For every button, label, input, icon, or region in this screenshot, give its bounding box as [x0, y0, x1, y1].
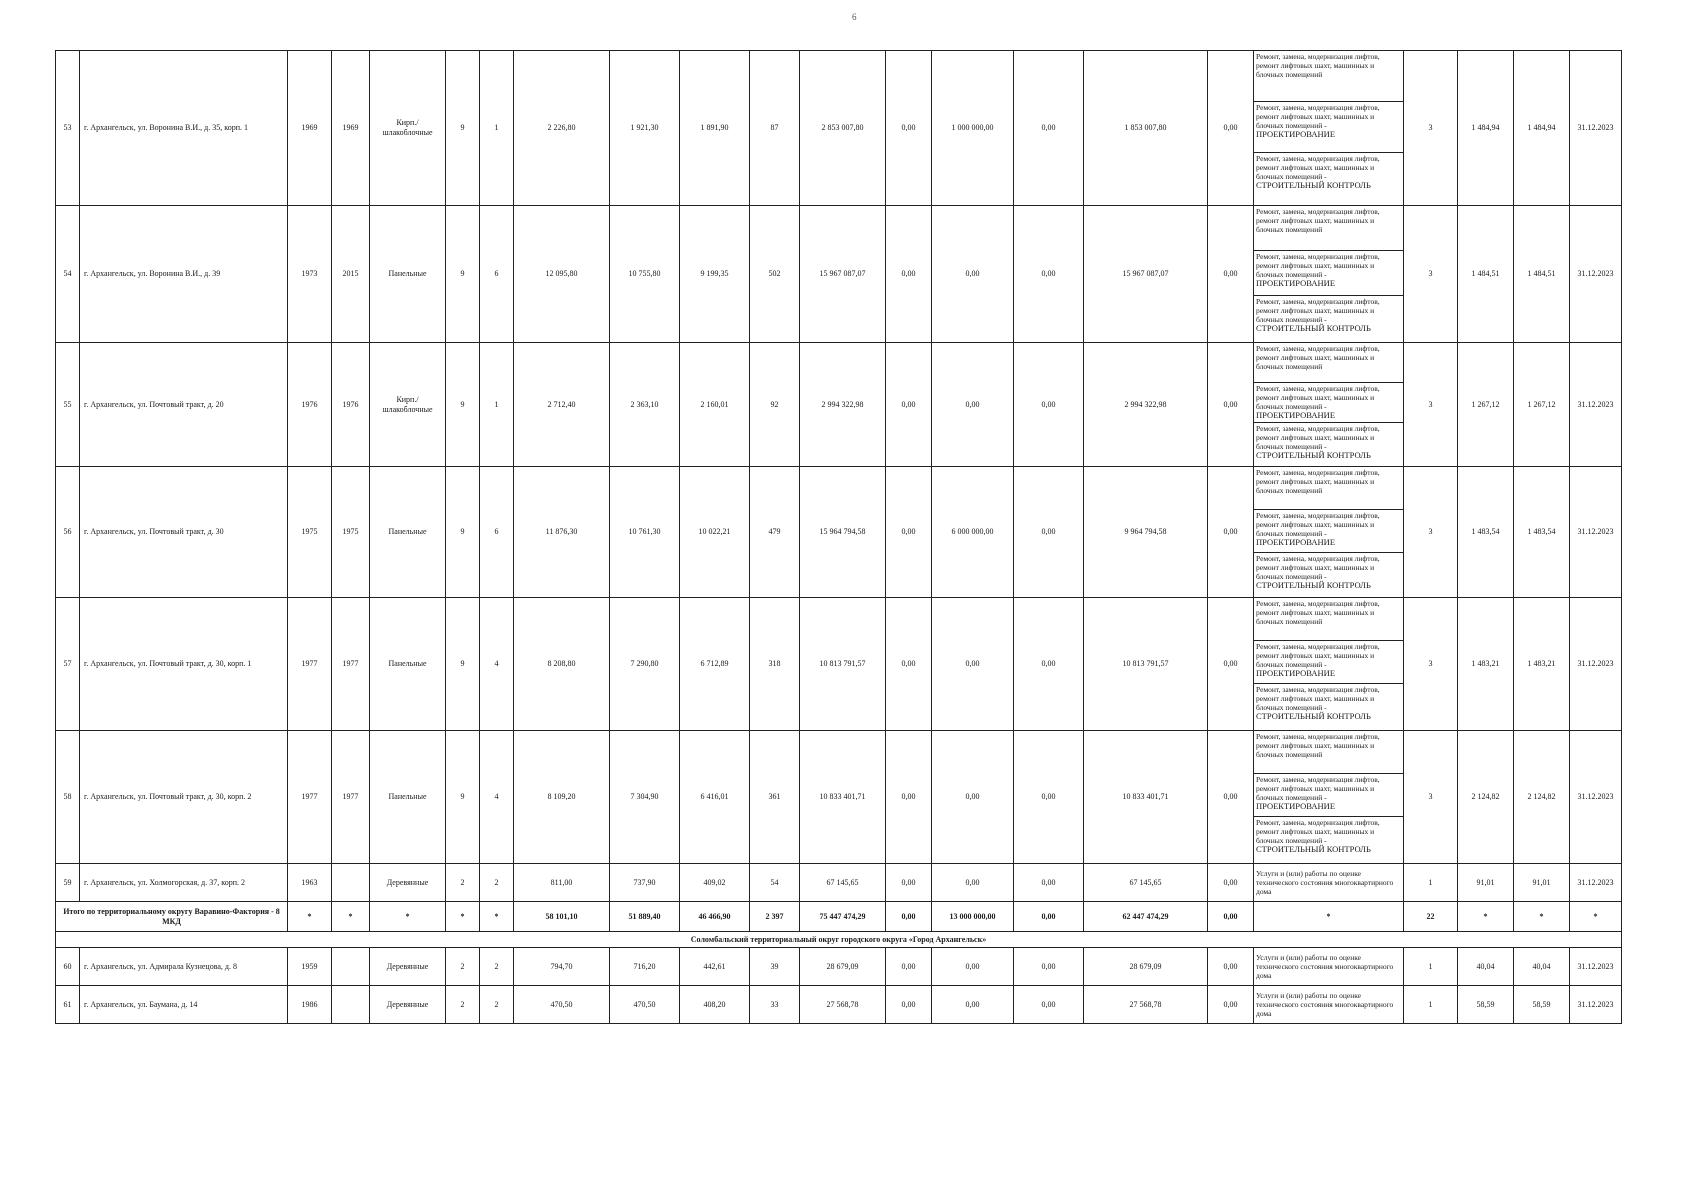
floors-cell: 9 — [446, 731, 480, 864]
capital-repair-register-table — [55, 50, 1622, 1024]
total-deadline-star: * — [1570, 902, 1622, 932]
work-type-text: Ремонт, замена, модернизация лифтов, ремонт лифтовых шахт, машинных и блочных помещений - — [1256, 424, 1380, 451]
work-type-item — [1254, 51, 1403, 102]
area-residential-cell: 408,20 — [680, 986, 750, 1024]
wall-material-cell: Деревянные — [370, 948, 446, 986]
total-fund-other-cell: 0,00 — [1208, 902, 1254, 932]
table-row — [56, 343, 1622, 467]
year-renovation-cell: 2015 — [332, 206, 370, 343]
fund-region-cell: 0,00 — [932, 731, 1014, 864]
work-type-item — [1254, 774, 1403, 817]
work-type-tag: ПРОЕКТИРОВАНИЕ — [1256, 537, 1336, 547]
fund-local-cell: 0,00 — [1014, 864, 1084, 902]
floors-cell: 2 — [446, 986, 480, 1024]
deadline-cell: 31.12.2023 — [1570, 948, 1622, 986]
floors-cell: 2 — [446, 864, 480, 902]
fund-region-cell: 0,00 — [932, 948, 1014, 986]
area-living-cell: 470,50 — [610, 986, 680, 1024]
area-total-cell: 8 208,80 — [514, 598, 610, 731]
quantity-cell: 1 — [1404, 864, 1458, 902]
fund-local-cell: 0,00 — [1014, 467, 1084, 598]
floors-cell: 9 — [446, 206, 480, 343]
fund-federal-cell: 0,00 — [886, 598, 932, 731]
residents-cell: 318 — [750, 598, 800, 731]
total-floors-star: * — [446, 902, 480, 932]
unit-cost-cell: 58,59 — [1458, 986, 1514, 1024]
entrances-cell: 1 — [480, 51, 514, 206]
year-built-cell: 1959 — [288, 948, 332, 986]
work-type-tag: СТРОИТЕЛЬНЫЙ КОНТРОЛЬ — [1256, 580, 1371, 590]
area-total-cell: 11 876,30 — [514, 467, 610, 598]
fund-local-cell: 0,00 — [1014, 948, 1084, 986]
year-renovation-cell — [332, 948, 370, 986]
table-row — [56, 51, 1622, 206]
fund-owners-cell: 27 568,78 — [1084, 986, 1208, 1024]
total-area-res-cell: 46 466,90 — [680, 902, 750, 932]
work-type-text: Ремонт, замена, модернизация лифтов, ремонт лифтовых шахт, машинных и блочных помещений - — [1256, 252, 1380, 279]
fund-owners-cell: 10 813 791,57 — [1084, 598, 1208, 731]
fund-owners-cell: 9 964 794,58 — [1084, 467, 1208, 598]
work-types-cell — [1254, 343, 1404, 467]
quantity-cell: 1 — [1404, 986, 1458, 1024]
year-built-cell: 1963 — [288, 864, 332, 902]
area-total-cell: 2 712,40 — [514, 343, 610, 467]
row-number: 56 — [56, 467, 80, 598]
year-built-cell: 1973 — [288, 206, 332, 343]
work-type-text: Ремонт, замена, модернизация лифтов, ремонт лифтовых шахт, машинных и блочных помещений - — [1256, 511, 1380, 538]
work-type-text: Ремонт, замена, модернизация лифтов, ремонт лифтовых шахт, машинных и блочных помещений - — [1256, 103, 1380, 130]
cost-total-cell: 15 967 087,07 — [800, 206, 886, 343]
area-total-cell: 12 095,80 — [514, 206, 610, 343]
quantity-cell: 3 — [1404, 51, 1458, 206]
fund-owners-cell: 10 833 401,71 — [1084, 731, 1208, 864]
fund-federal-cell: 0,00 — [886, 986, 932, 1024]
work-type-text: Ремонт, замена, модернизация лифтов, ремонт лифтовых шахт, машинных и блочных помещений - — [1256, 775, 1380, 802]
work-types-cell — [1254, 51, 1404, 206]
fund-other-cell: 0,00 — [1208, 598, 1254, 731]
unit-cost-cell: 40,04 — [1458, 948, 1514, 986]
area-residential-cell: 9 199,35 — [680, 206, 750, 343]
fund-region-cell: 0,00 — [932, 598, 1014, 731]
wall-material-cell: Кирп./ шлакоблочные — [370, 51, 446, 206]
address-cell: г. Архангельск, ул. Адмирала Кузнецова, д. 8 — [80, 948, 288, 986]
fund-local-cell: 0,00 — [1014, 51, 1084, 206]
work-type-text: Ремонт, замена, модернизация лифтов, ремонт лифтовых шахт, машинных и блочных помещений — [1256, 207, 1380, 234]
wall-material-cell: Панельные — [370, 731, 446, 864]
year-renovation-cell — [332, 864, 370, 902]
unit-cost-cell: 91,01 — [1458, 864, 1514, 902]
work-type-text: Ремонт, замена, модернизация лифтов, ремонт лифтовых шахт, машинных и блочных помещений - — [1256, 384, 1380, 411]
unit-cost-cell: 1 483,21 — [1458, 598, 1514, 731]
table-body — [56, 51, 1622, 1024]
max-cost-cell: 1 483,21 — [1514, 598, 1570, 731]
year-renovation-cell: 1975 — [332, 467, 370, 598]
quantity-cell: 3 — [1404, 598, 1458, 731]
fund-other-cell: 0,00 — [1208, 51, 1254, 206]
work-type-item — [1254, 206, 1403, 251]
cost-total-cell: 2 853 007,80 — [800, 51, 886, 206]
year-built-cell: 1977 — [288, 731, 332, 864]
unit-cost-cell: 1 267,12 — [1458, 343, 1514, 467]
total-year-built-star: * — [288, 902, 332, 932]
year-built-cell: 1977 — [288, 598, 332, 731]
max-cost-cell: 58,59 — [1514, 986, 1570, 1024]
work-type-text: Ремонт, замена, модернизация лифтов, ремонт лифтовых шахт, машинных и блочных помещений — [1256, 468, 1380, 495]
fund-local-cell: 0,00 — [1014, 206, 1084, 343]
entrances-cell: 4 — [480, 731, 514, 864]
entrances-cell: 1 — [480, 343, 514, 467]
work-type-tag: СТРОИТЕЛЬНЫЙ КОНТРОЛЬ — [1256, 844, 1371, 854]
year-renovation-cell: 1969 — [332, 51, 370, 206]
area-living-cell: 1 921,30 — [610, 51, 680, 206]
work-type-cell: Услуги и (или) работы по оценке технического состояния многоквартирного дома — [1254, 864, 1404, 902]
deadline-cell: 31.12.2023 — [1570, 598, 1622, 731]
total-unit-cost-star: * — [1458, 902, 1514, 932]
total-quantity-cell: 22 — [1404, 902, 1458, 932]
deadline-cell: 31.12.2023 — [1570, 986, 1622, 1024]
address-cell: г. Архангельск, ул. Почтовый тракт, д. 30 — [80, 467, 288, 598]
area-total-cell: 2 226,80 — [514, 51, 610, 206]
fund-other-cell: 0,00 — [1208, 948, 1254, 986]
year-renovation-cell: 1977 — [332, 731, 370, 864]
year-renovation-cell: 1976 — [332, 343, 370, 467]
table-row — [56, 864, 1622, 902]
table-row — [56, 948, 1622, 986]
total-fund-local-cell: 0,00 — [1014, 902, 1084, 932]
total-work-star: * — [1254, 902, 1404, 932]
work-type-item — [1254, 251, 1403, 296]
area-total-cell: 8 109,20 — [514, 731, 610, 864]
year-built-cell: 1986 — [288, 986, 332, 1024]
work-type-item — [1254, 423, 1403, 463]
fund-other-cell: 0,00 — [1208, 343, 1254, 467]
fund-other-cell: 0,00 — [1208, 731, 1254, 864]
work-type-item — [1254, 343, 1403, 383]
floors-cell: 9 — [446, 467, 480, 598]
work-type-item — [1254, 817, 1403, 860]
area-living-cell: 10 755,80 — [610, 206, 680, 343]
work-type-item — [1254, 731, 1403, 774]
table-row — [56, 598, 1622, 731]
fund-federal-cell: 0,00 — [886, 864, 932, 902]
work-type-text: Ремонт, замена, модернизация лифтов, ремонт лифтовых шахт, машинных и блочных помещений — [1256, 344, 1380, 371]
area-total-cell: 794,70 — [514, 948, 610, 986]
address-cell: г. Архангельск, ул. Воронина В.И., д. 39 — [80, 206, 288, 343]
area-residential-cell: 6 416,01 — [680, 731, 750, 864]
address-cell: г. Архангельск, ул. Холмогорская, д. 37, корп. 2 — [80, 864, 288, 902]
address-cell: г. Архангельск, ул. Воронина В.И., д. 35, корп. 1 — [80, 51, 288, 206]
deadline-cell: 31.12.2023 — [1570, 51, 1622, 206]
work-type-item — [1254, 383, 1403, 423]
deadline-cell: 31.12.2023 — [1570, 864, 1622, 902]
work-type-text: Ремонт, замена, модернизация лифтов, ремонт лифтовых шахт, машинных и блочных помещений - — [1256, 297, 1380, 324]
cost-total-cell: 10 813 791,57 — [800, 598, 886, 731]
area-residential-cell: 409,02 — [680, 864, 750, 902]
area-living-cell: 7 304,90 — [610, 731, 680, 864]
area-living-cell: 10 761,30 — [610, 467, 680, 598]
wall-material-cell: Панельные — [370, 598, 446, 731]
area-residential-cell: 442,61 — [680, 948, 750, 986]
row-number: 55 — [56, 343, 80, 467]
entrances-cell: 2 — [480, 948, 514, 986]
cost-total-cell: 15 964 794,58 — [800, 467, 886, 598]
address-cell: г. Архангельск, ул. Почтовый тракт, д. 30, корп. 1 — [80, 598, 288, 731]
fund-owners-cell: 67 145,65 — [1084, 864, 1208, 902]
work-types-cell — [1254, 206, 1404, 343]
wall-material-cell: Панельные — [370, 206, 446, 343]
work-type-text: Ремонт, замена, модернизация лифтов, ремонт лифтовых шахт, машинных и блочных помещений - — [1256, 642, 1380, 669]
table-row — [56, 467, 1622, 598]
work-type-tag: СТРОИТЕЛЬНЫЙ КОНТРОЛЬ — [1256, 450, 1371, 460]
area-living-cell: 716,20 — [610, 948, 680, 986]
fund-other-cell: 0,00 — [1208, 864, 1254, 902]
area-living-cell: 7 290,80 — [610, 598, 680, 731]
fund-region-cell: 0,00 — [932, 864, 1014, 902]
quantity-cell: 3 — [1404, 731, 1458, 864]
max-cost-cell: 91,01 — [1514, 864, 1570, 902]
year-built-cell: 1976 — [288, 343, 332, 467]
max-cost-cell: 1 484,94 — [1514, 51, 1570, 206]
floors-cell: 2 — [446, 948, 480, 986]
fund-owners-cell: 1 853 007,80 — [1084, 51, 1208, 206]
total-row — [56, 902, 1622, 932]
year-built-cell: 1975 — [288, 467, 332, 598]
area-residential-cell: 2 160,01 — [680, 343, 750, 467]
fund-region-cell: 0,00 — [932, 986, 1014, 1024]
total-max-cost-star: * — [1514, 902, 1570, 932]
unit-cost-cell: 1 484,51 — [1458, 206, 1514, 343]
work-type-item — [1254, 598, 1403, 641]
work-type-text: Ремонт, замена, модернизация лифтов, ремонт лифтовых шахт, машинных и блочных помещений — [1256, 52, 1380, 79]
area-residential-cell: 10 022,21 — [680, 467, 750, 598]
quantity-cell: 3 — [1404, 467, 1458, 598]
deadline-cell: 31.12.2023 — [1570, 467, 1622, 598]
floors-cell: 9 — [446, 343, 480, 467]
fund-local-cell: 0,00 — [1014, 343, 1084, 467]
work-type-item — [1254, 684, 1403, 727]
fund-owners-cell: 15 967 087,07 — [1084, 206, 1208, 343]
table-row — [56, 731, 1622, 864]
page-number: 6 — [852, 12, 857, 22]
area-total-cell: 811,00 — [514, 864, 610, 902]
total-residents-cell: 2 397 — [750, 902, 800, 932]
work-type-tag: ПРОЕКТИРОВАНИЕ — [1256, 278, 1336, 288]
work-types-cell — [1254, 731, 1404, 864]
work-type-text: Ремонт, замена, модернизация лифтов, ремонт лифтовых шахт, машинных и блочных помещений - — [1256, 685, 1380, 712]
work-type-item — [1254, 102, 1403, 153]
max-cost-cell: 1 484,51 — [1514, 206, 1570, 343]
fund-federal-cell: 0,00 — [886, 51, 932, 206]
residents-cell: 479 — [750, 467, 800, 598]
residents-cell: 39 — [750, 948, 800, 986]
year-built-cell: 1969 — [288, 51, 332, 206]
total-fund-fss-cell: 0,00 — [886, 902, 932, 932]
deadline-cell: 31.12.2023 — [1570, 731, 1622, 864]
residents-cell: 87 — [750, 51, 800, 206]
max-cost-cell: 1 267,12 — [1514, 343, 1570, 467]
year-renovation-cell: 1977 — [332, 598, 370, 731]
fund-local-cell: 0,00 — [1014, 598, 1084, 731]
address-cell: г. Архангельск, ул. Почтовый тракт, д. 30, корп. 2 — [80, 731, 288, 864]
fund-federal-cell: 0,00 — [886, 731, 932, 864]
fund-local-cell: 0,00 — [1014, 731, 1084, 864]
row-number: 60 — [56, 948, 80, 986]
quantity-cell: 3 — [1404, 206, 1458, 343]
total-cost-total-cell: 75 447 474,29 — [800, 902, 886, 932]
fund-federal-cell: 0,00 — [886, 206, 932, 343]
cost-total-cell: 27 568,78 — [800, 986, 886, 1024]
work-type-item — [1254, 296, 1403, 341]
total-fund-owners-cell: 62 447 474,29 — [1084, 902, 1208, 932]
work-type-tag: ПРОЕКТИРОВАНИЕ — [1256, 129, 1336, 139]
work-type-text: Ремонт, замена, модернизация лифтов, ремонт лифтовых шахт, машинных и блочных помещений - — [1256, 154, 1380, 181]
area-residential-cell: 6 712,89 — [680, 598, 750, 731]
entrances-cell: 4 — [480, 598, 514, 731]
residents-cell: 33 — [750, 986, 800, 1024]
table-row — [56, 206, 1622, 343]
work-type-cell: Услуги и (или) работы по оценке технического состояния многоквартирного дома — [1254, 948, 1404, 986]
total-material-star: * — [370, 902, 446, 932]
unit-cost-cell: 1 483,54 — [1458, 467, 1514, 598]
deadline-cell: 31.12.2023 — [1570, 343, 1622, 467]
residents-cell: 54 — [750, 864, 800, 902]
total-year-renov-star: * — [332, 902, 370, 932]
work-type-text: Ремонт, замена, модернизация лифтов, ремонт лифтовых шахт, машинных и блочных помещений — [1256, 732, 1380, 759]
area-living-cell: 2 363,10 — [610, 343, 680, 467]
wall-material-cell: Деревянные — [370, 986, 446, 1024]
work-type-tag: СТРОИТЕЛЬНЫЙ КОНТРОЛЬ — [1256, 180, 1371, 190]
work-type-item — [1254, 467, 1403, 510]
area-total-cell: 470,50 — [514, 986, 610, 1024]
work-types-cell — [1254, 467, 1404, 598]
wall-material-cell: Кирп./ шлакоблочные — [370, 343, 446, 467]
address-cell: г. Архангельск, ул. Баумана, д. 14 — [80, 986, 288, 1024]
wall-material-cell: Деревянные — [370, 864, 446, 902]
row-number: 59 — [56, 864, 80, 902]
fund-other-cell: 0,00 — [1208, 467, 1254, 598]
max-cost-cell: 40,04 — [1514, 948, 1570, 986]
fund-region-cell: 1 000 000,00 — [932, 51, 1014, 206]
cost-total-cell: 28 679,09 — [800, 948, 886, 986]
section-title: Соломбальский территориальный округ городского округа «Город Архангельск» — [56, 932, 1622, 948]
fund-region-cell: 0,00 — [932, 206, 1014, 343]
residents-cell: 92 — [750, 343, 800, 467]
work-type-item — [1254, 510, 1403, 553]
work-type-tag: ПРОЕКТИРОВАНИЕ — [1256, 801, 1336, 811]
work-type-text: Ремонт, замена, модернизация лифтов, ремонт лифтовых шахт, машинных и блочных помещений - — [1256, 554, 1380, 581]
entrances-cell: 2 — [480, 986, 514, 1024]
row-number: 57 — [56, 598, 80, 731]
total-area-living-cell: 51 889,40 — [610, 902, 680, 932]
max-cost-cell: 2 124,82 — [1514, 731, 1570, 864]
max-cost-cell: 1 483,54 — [1514, 467, 1570, 598]
work-types-cell — [1254, 598, 1404, 731]
floors-cell: 9 — [446, 598, 480, 731]
address-cell: г. Архангельск, ул. Почтовый тракт, д. 20 — [80, 343, 288, 467]
quantity-cell: 3 — [1404, 343, 1458, 467]
fund-other-cell: 0,00 — [1208, 206, 1254, 343]
entrances-cell: 6 — [480, 206, 514, 343]
residents-cell: 361 — [750, 731, 800, 864]
total-entrances-star: * — [480, 902, 514, 932]
work-type-tag: ПРОЕКТИРОВАНИЕ — [1256, 668, 1336, 678]
area-living-cell: 737,90 — [610, 864, 680, 902]
fund-federal-cell: 0,00 — [886, 948, 932, 986]
work-type-item — [1254, 553, 1403, 596]
total-label: Итого по территориальному округу Варавино-Фактория - 8 МКД — [56, 902, 288, 932]
fund-owners-cell: 28 679,09 — [1084, 948, 1208, 986]
work-type-tag: СТРОИТЕЛЬНЫЙ КОНТРОЛЬ — [1256, 711, 1371, 721]
cost-total-cell: 2 994 322,98 — [800, 343, 886, 467]
year-renovation-cell — [332, 986, 370, 1024]
work-type-item — [1254, 153, 1403, 204]
row-number: 58 — [56, 731, 80, 864]
row-number: 61 — [56, 986, 80, 1024]
fund-federal-cell: 0,00 — [886, 343, 932, 467]
unit-cost-cell: 1 484,94 — [1458, 51, 1514, 206]
entrances-cell: 2 — [480, 864, 514, 902]
work-type-cell: Услуги и (или) работы по оценке технического состояния многоквартирного дома — [1254, 986, 1404, 1024]
unit-cost-cell: 2 124,82 — [1458, 731, 1514, 864]
entrances-cell: 6 — [480, 467, 514, 598]
fund-owners-cell: 2 994 322,98 — [1084, 343, 1208, 467]
table-row — [56, 986, 1622, 1024]
section-row — [56, 932, 1622, 948]
row-number: 53 — [56, 51, 80, 206]
work-type-text: Ремонт, замена, модернизация лифтов, ремонт лифтовых шахт, машинных и блочных помещений — [1256, 599, 1380, 626]
total-fund-region-cell: 13 000 000,00 — [932, 902, 1014, 932]
cost-total-cell: 67 145,65 — [800, 864, 886, 902]
wall-material-cell: Панельные — [370, 467, 446, 598]
cost-total-cell: 10 833 401,71 — [800, 731, 886, 864]
area-residential-cell: 1 891,90 — [680, 51, 750, 206]
fund-other-cell: 0,00 — [1208, 986, 1254, 1024]
work-type-item — [1254, 641, 1403, 684]
total-area-total-cell: 58 101,10 — [514, 902, 610, 932]
fund-federal-cell: 0,00 — [886, 467, 932, 598]
fund-region-cell: 0,00 — [932, 343, 1014, 467]
floors-cell: 9 — [446, 51, 480, 206]
work-type-tag: СТРОИТЕЛЬНЫЙ КОНТРОЛЬ — [1256, 323, 1371, 333]
fund-region-cell: 6 000 000,00 — [932, 467, 1014, 598]
deadline-cell: 31.12.2023 — [1570, 206, 1622, 343]
residents-cell: 502 — [750, 206, 800, 343]
work-type-text: Ремонт, замена, модернизация лифтов, ремонт лифтовых шахт, машинных и блочных помещений - — [1256, 818, 1380, 845]
fund-local-cell: 0,00 — [1014, 986, 1084, 1024]
work-type-tag: ПРОЕКТИРОВАНИЕ — [1256, 410, 1336, 420]
row-number: 54 — [56, 206, 80, 343]
quantity-cell: 1 — [1404, 948, 1458, 986]
